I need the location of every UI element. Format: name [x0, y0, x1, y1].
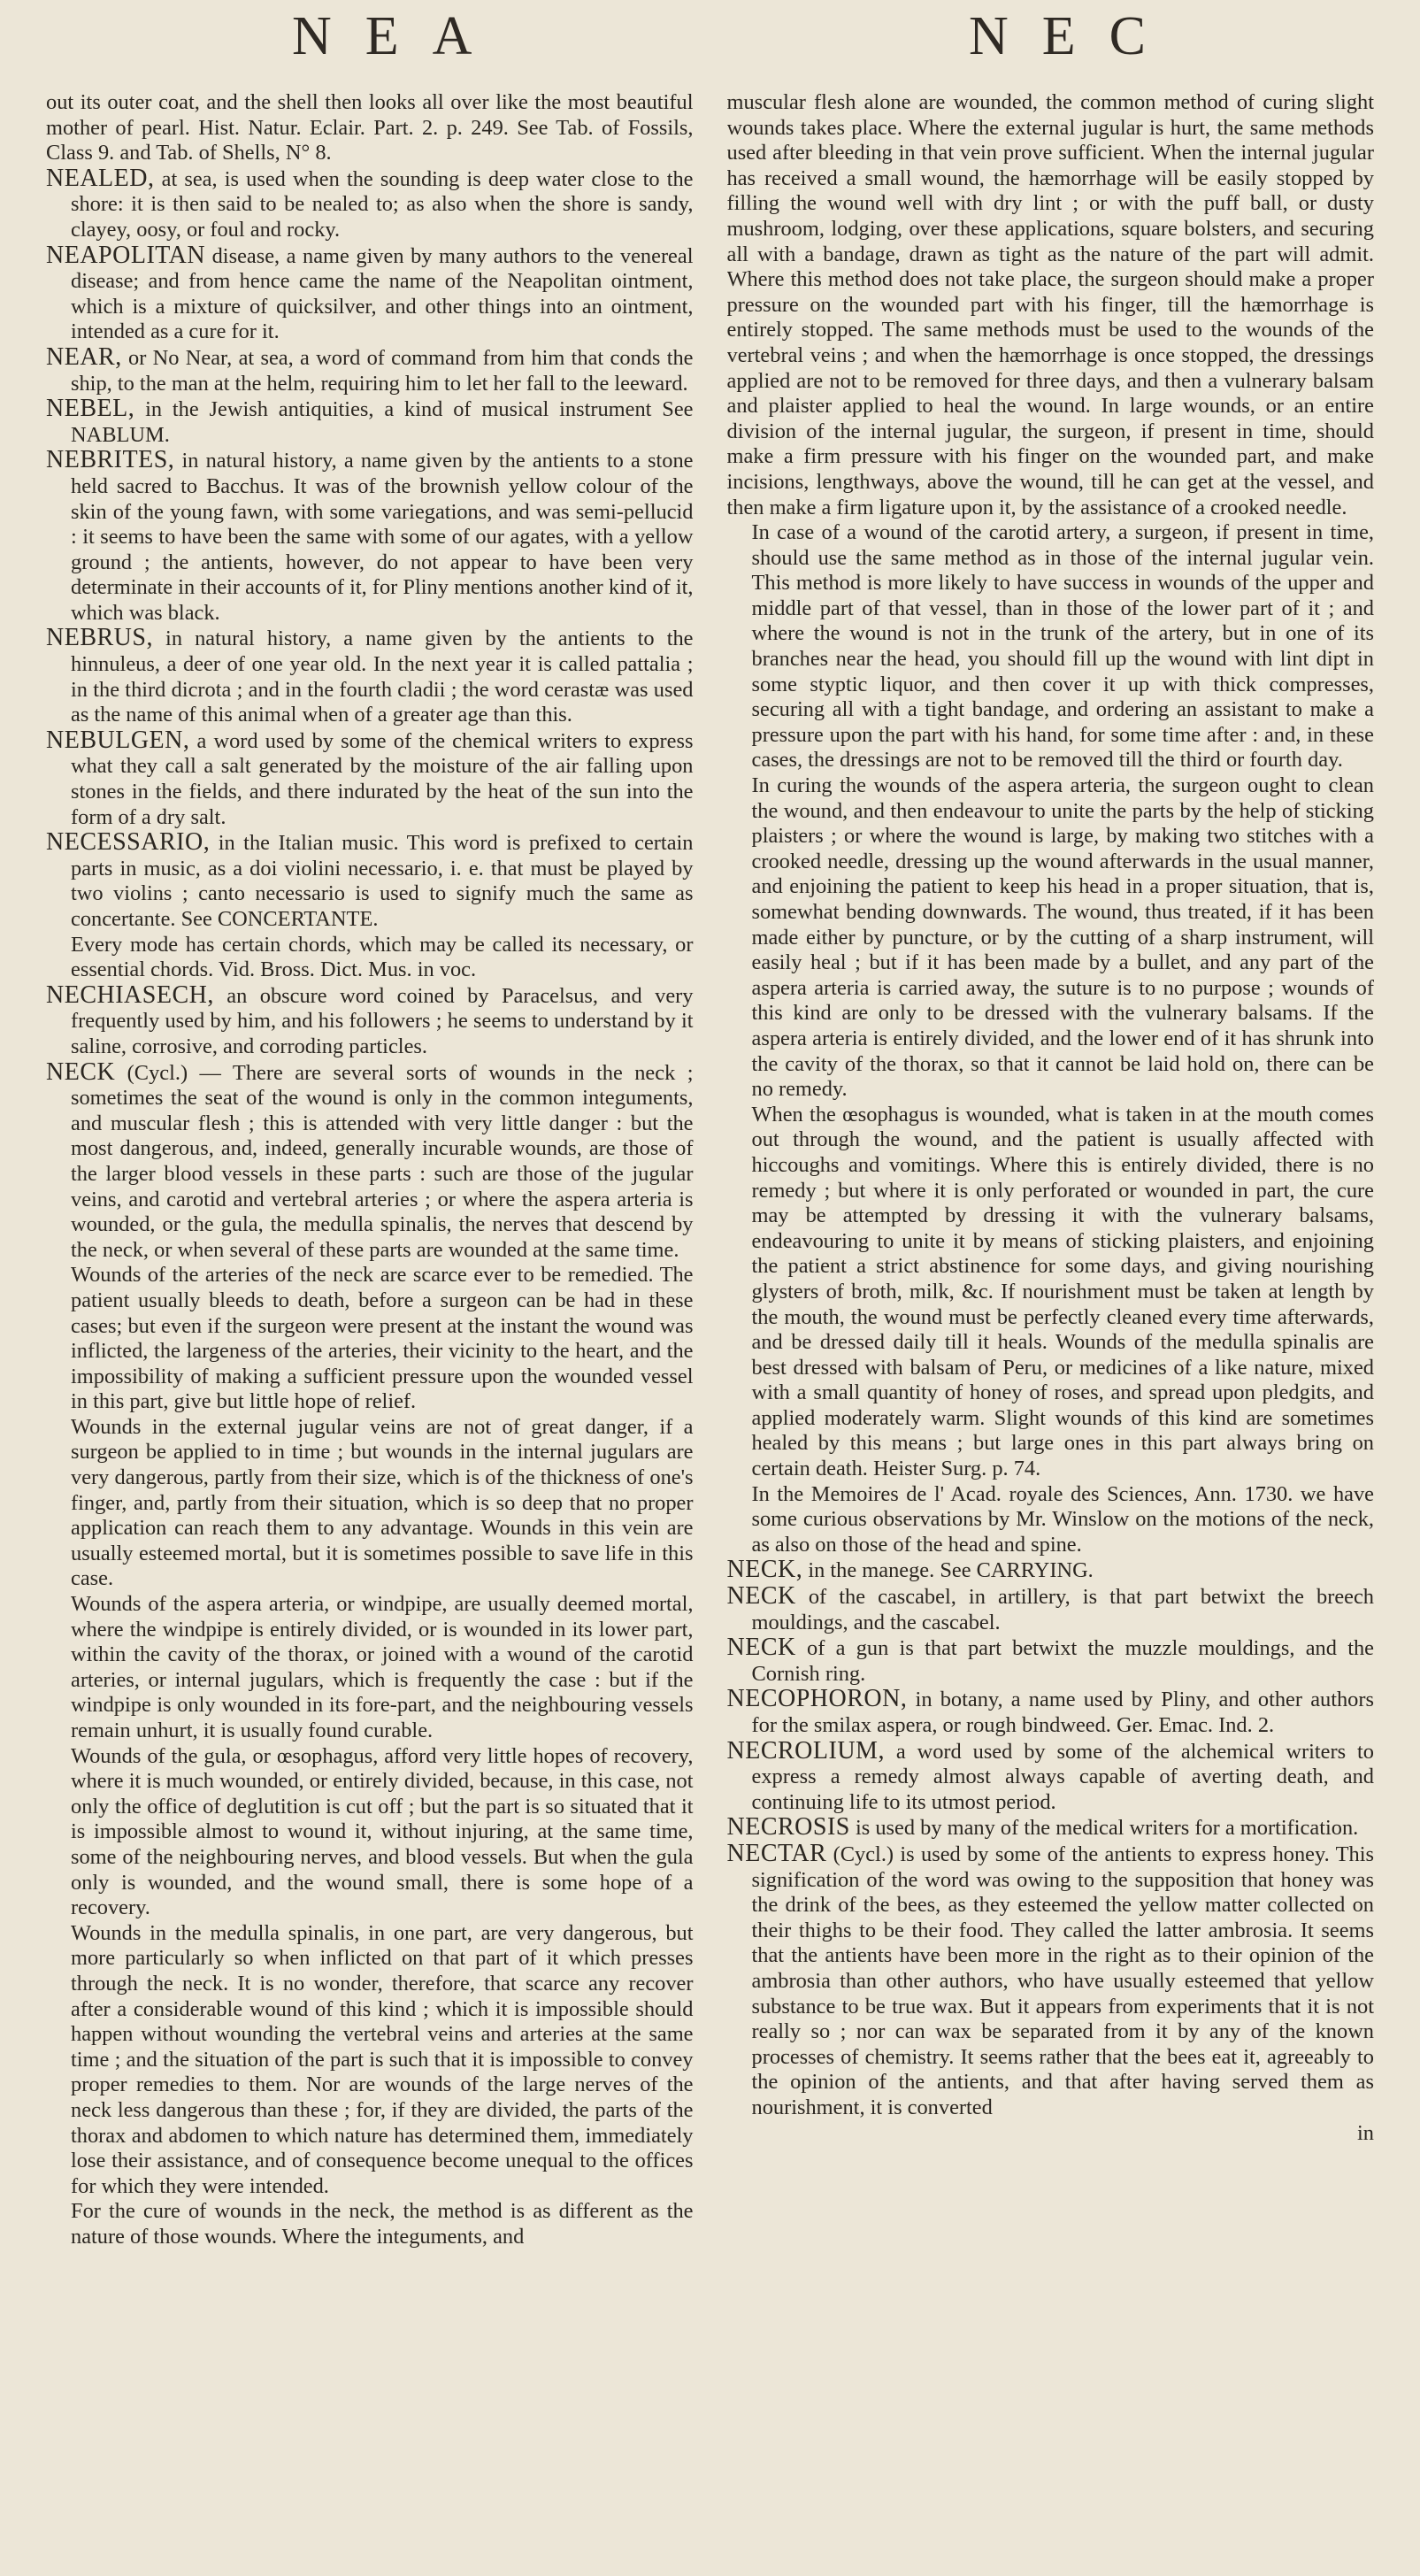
entry-headword: NEALED, — [46, 164, 155, 192]
entry-text: of a gun is that part betwixt the muzzle mouldings, and the Cornish ring. — [751, 1636, 1374, 1686]
right-column — [727, 90, 1375, 2576]
left-column — [46, 90, 694, 2576]
text-columns — [46, 90, 1374, 2576]
entry-paragraph: In the Memoires de l' Acad. royale des Sciences, Ann. 1730. we have some curious observations by Mr. Winslow on the motions of the neck, as also on those of the head and spine. — [751, 1481, 1374, 1557]
entry-text: (Cycl.) — There are several sorts of wounds in the neck ; sometimes the seat of the wound is only in the common integuments, and muscular flesh ; this is attended with very little danger : but the most dangerous, and, indeed, generally incurable wounds, are those of the larger blood vessels in these parts : such are those of the jugular veins, and carotid and vertebral arteries ; or where the aspera arteria is wounded, or the gula, the medulla spinalis, the nerves that descend by the neck, or when several of these parts are wounded at the same time. — [71, 1060, 694, 1262]
entry-headword: NECK — [726, 1634, 796, 1662]
dictionary-entry — [46, 166, 694, 243]
entry-headword: NECK, — [726, 1556, 803, 1584]
entry-headword: NEBRITES, — [46, 446, 175, 474]
entry-text: in the Italian music. This word is prefixed to certain parts in music, as a doi violini necessario, i. e. that must be played by two violins ; canto necessario is used to signify much the same as concertante. See CONCERTANTE. — [71, 831, 694, 931]
dictionary-entry — [726, 1839, 1375, 2121]
continued-paragraph: out its outer coat, and the shell then looks all over like the most beautiful mother of pearl. Hist. Natur. Eclair. Part. 2. p. 249. See Tab. of Fossils, Class 9. and Tab. of Shells, N° 8. — [46, 90, 694, 165]
entry-headword: NECTAR — [726, 1839, 827, 1867]
entry-text: disease, a name given by many authors to the venereal disease; and from hence came the name of the Neapolitan ointment, which is a mixture of quicksilver, and other things into an ointment, intended as a cure for it. — [71, 243, 694, 344]
entry-headword: NECESSARIO, — [46, 828, 211, 857]
catchword: in — [1357, 2120, 1374, 2145]
entry-text: in natural history, a name given by the antients to a stone held sacred to Bacchus. It was of the brownish yellow colour of the skin of the young fawn, with some variegations, and was semi-pellucid : it seems to have been the same with some of our agates, with a yellow ground ; the antients, however, do not appear to have been very determinate in their accounts of it, for Pliny mentions another kind of it, which was black. — [71, 449, 694, 625]
dictionary-entry — [46, 626, 694, 727]
dictionary-entry — [726, 1736, 1375, 1816]
running-head-left: NEA — [292, 6, 506, 66]
dictionary-entry — [46, 1057, 694, 1264]
entry-text: in natural history, a name given by the antients to the hinnuleus, a deer of one year old. In the next year it is called pattalia ; in the third dicrota ; and in the fourth cladii ; the word cerastæ was used as the name of this animal when of a greater age than this. — [71, 627, 694, 727]
entry-text: of the cascabel, in artillery, is that part betwixt the breech mouldings, and the cascabel. — [751, 1585, 1374, 1634]
dictionary-entry — [727, 1557, 1375, 1584]
continued-paragraph: muscular flesh alone are wounded, the common method of curing slight wounds takes place. Where the external jugular is hurt, the same methods used after bleeding in that vein prove sufficient. When the internal jugular has received a small wound, the hæmorrhage will be easily stopped by filling the wound well with dry lint ; or with the puff ball, or dusty mushroom, lodging, over these applications, square bolsters, and securing all with a bandage, drawn as tight as the nature of the part will admit. Where this method does not take place, the surgeon should make a proper pressure on the wounded part with his finger, till the hæmorrhage is entirely stopped. The same methods must be used to the wounds of the vertebral veins ; and when the hæmorrhage is once stopped, the dressings applied are not to be removed for three days, and then a vulnerary balsam and plaister applied to heal the wound. In large wounds, or an entire division of the internal jugular, the surgeon, if present in time, should make a firm pressure with his finger on the wounded part, and make incisions, lengthways, above the wound, till he can get at the vessel, and then make a firm ligature upon it, by the assistance of a crooked needle. — [726, 90, 1374, 519]
entry-headword: NEAPOLITAN — [46, 241, 206, 269]
entry-headword: NEBULGEN, — [46, 726, 190, 754]
dictionary-entry — [727, 1584, 1375, 1635]
entry-headword: NECOPHORON, — [726, 1685, 908, 1713]
entry-paragraph: Wounds of the aspera arteria, or windpipe, are usually deemed mortal, where the windpipe is entirely divided, or is wounded in its lower part, within the cavity of the thorax, or joined with a wound of the carotid arteries, or internal jugulars, which is frequently the case : but if the windpipe is only wounded in its fore-part, and the neighbouring vessels remain unhurt, it is usually found curable. — [71, 1592, 694, 1742]
entry-text: a word used by some of the alchemical writers to express a remedy almost always capable of averting death, and continuing life to its utmost period. — [751, 1739, 1374, 1814]
entry-paragraph: Wounds of the gula, or œsophagus, afford very little hopes of recovery, where it is much wounded, or entirely divided, because, in this case, not only the office of deglutition is cut off ; but the part is so situated that it is impossible almost to wound it, without injuring, at the same time, some of the neighbouring nerves, and blood vessels. But when the gula only is wounded, and the wound small, there is some hope of a recovery. — [71, 1743, 694, 1920]
dictionary-entry — [46, 830, 694, 932]
entry-paragraph: Wounds in the external jugular veins are not of great danger, if a surgeon be applied to in time ; but wounds in the internal jugulars are very dangerous, partly from their size, which is of the thickness of one's finger, and, partly from their situation, which is so deep that no proper application can reach them to any advantage. Wounds in this vein are usually esteemed mortal, but it is sometimes possible to save life in this case. — [71, 1414, 694, 1591]
entry-text: or No Near, at sea, a word of command from him that conds the ship, to the man at the helm, requiring him to let her fall to the leeward. — [71, 345, 694, 396]
entry-paragraph: Every mode has certain chords, which may be called its necessary, or essential chords. Vid. Bross. Dict. Mus. in voc. — [71, 932, 694, 982]
entry-paragraph: Wounds in the medulla spinalis, in one part, are very dangerous, but more particularly so when inflicted on that part of it which presses through the neck. It is no wonder, therefore, that scarce any recover after a considerable wound of this kind ; which it is impossible should happen without wounding the vertebral veins and arteries at the same time ; and the situation of the part is such that it is impossible to convey proper remedies to them. Nor are wounds of the large nerves of the neck less dangerous than these ; for, if they are divided, the parts of the thorax and abdomen to which nature has determined them, immediately lose their assistance, and of consequence become unequal to the offices for which they were intended. — [71, 1920, 694, 2198]
entry-headword: NECHIASECH, — [46, 980, 214, 1009]
running-head-right: NEC — [969, 6, 1179, 66]
entry-text: a word used by some of the chemical writers to express what they call a salt generated by the moisture of the air falling upon stones in the fields, and there indurated by the heat of the sun into the form of a dry salt. — [71, 728, 694, 829]
entry-paragraph: In curing the wounds of the aspera arteria, the surgeon ought to clean the wound, and then endeavour to unite the parts by the help of sticking plaisters ; or where the wound is large, by making two stitches with a crooked needle, dressing up the wound afterwards in the usual manner, and enjoining the patient to keep his head in a proper situation, that is, somewhat bending downwards. The wound, thus treated, if it has been made either by puncture, or by the cutting of a sharp instrument, will easily heal ; but if it has been made by a bullet, and any part of the aspera arteria is carried away, the suture is to no purpose ; wounds of this kind are only to be dressed with the vulnerary balsams. If the aspera arteria is entirely divided, and the lower end of it has shrunk into the cavity of the thorax, so that it cannot be laid hold on, there can be no remedy. — [751, 773, 1374, 1102]
entry-text: in the manege. See CARRYING. — [802, 1558, 1094, 1583]
dictionary-entry — [727, 1687, 1375, 1738]
entry-paragraph: For the cure of wounds in the neck, the method is as different as the nature of those wounds. Where the integuments, and — [71, 2199, 694, 2249]
entry-headword: NECROLIUM, — [726, 1736, 885, 1765]
dictionary-entry — [46, 243, 694, 345]
entry-text: at sea, is used when the sounding is deep water close to the shore: it is then said to be nealed to; as also when the shore is sandy, clayey, oosy, or foul and rocky. — [71, 166, 694, 242]
dictionary-entry — [727, 1635, 1375, 1687]
entry-paragraph: Wounds of the arteries of the neck are scarce ever to be remedied. The patient usually bleeds to death, before a surgeon can be had in these cases; but even if the surgeon were present at the instant the wound was inflicted, the largeness of the arteries, their vicinity to the heart, and the impossibility of making a sufficient pressure upon the wounded vessel in this part, give but little hope of relief. — [71, 1263, 694, 1414]
dictionary-entry — [46, 728, 694, 830]
entry-headword: NECROSIS — [726, 1813, 850, 1842]
entry-text: (Cycl.) is used by some of the antients to express honey. This signification of the word was owing to the supposition that honey was the drink of the bees, as they esteemed the yellow matter collected on their thighs to be their food. They called the latter ambrosia. It seems that the antients have been more in the right as to their opinion of the ambrosia than other authors, who have usually esteemed that yellow substance to be true wax. But it appears from experiments that it is not really so ; nor can wax be separated from it by any of the known processes of chemistry. It seems rather that the bees eat it, agreeably to the opinion of the antients, and that after having served them as nourishment, it is converted — [751, 1842, 1374, 2119]
dictionary-entry — [727, 1815, 1375, 1842]
entry-text: an obscure word coined by Paracelsus, and very frequently used by him, and his followers ; he seems to understand by it saline, corrosive, and corroding particles. — [71, 983, 694, 1058]
dictionary-entry — [46, 396, 694, 448]
entry-text: in the Jewish antiquities, a kind of musical instrument See NABLUM. — [71, 397, 694, 447]
entry-headword: NEAR, — [46, 342, 122, 371]
running-heads — [0, 0, 1420, 97]
entry-paragraph: When the œsophagus is wounded, what is taken in at the mouth comes out through the wound, and the patient is usually affected with hiccoughs and vomitings. Where this is entirely divided, there is no remedy ; but where it is only perforated or wounded in part, the cure may be attempted by dressing it with the vulnerary balsams, endeavouring to unite it by means of sticking plaisters, and enjoining the patient a strict abstinence for some days, and giving nourishing glysters of broth, milk, &c. If nourishment must be taken at length by the mouth, the wound must be perfectly cleaned every time afterwards, and be dressed daily till it heals. Wounds of the medulla spinalis are best dressed with balsam of Peru, or medicines of a like nature, mixed with a small quantity of honey of roses, and spread upon pledgits, and applied moderately warm. Slight wounds of this kind are sometimes healed by this means ; but large ones in this part always bring on certain death. Heister Surg. p. 74. — [751, 1102, 1374, 1481]
entry-text: is used by many of the medical writers for a mortification. — [849, 1816, 1359, 1841]
entry-headword: NEBEL, — [46, 395, 135, 423]
entry-headword: NECK — [726, 1582, 796, 1611]
entry-headword: NECK — [46, 1057, 116, 1086]
dictionary-entry — [46, 448, 694, 626]
dictionary-entry — [46, 980, 694, 1060]
entry-headword: NEBRUS, — [46, 624, 153, 652]
entry-text: in botany, a name used by Pliny, and other authors for the smilax aspera, or rough bindweed. Ger. Emac. Ind. 2. — [751, 1688, 1374, 1737]
dictionary-entry — [46, 342, 694, 396]
entry-paragraph: In case of a wound of the carotid artery, a surgeon, if present in time, should use the same method as in those of the internal jugular vein. This method is more likely to have success in wounds of the upper and middle part of that vessel, than in those of the lower part of it ; and where the wound is not in the trunk of the artery, but in one of its branches near the head, you should fill up the wound with lint dipt in some styptic liquor, and then cover it up with thick compresses, securing all with a tight bandage, and ordering an assistant to make a pressure upon the part with his hand, for some time after : and, in these cases, the dressings are not to be removed till the third or fourth day. — [751, 520, 1374, 773]
